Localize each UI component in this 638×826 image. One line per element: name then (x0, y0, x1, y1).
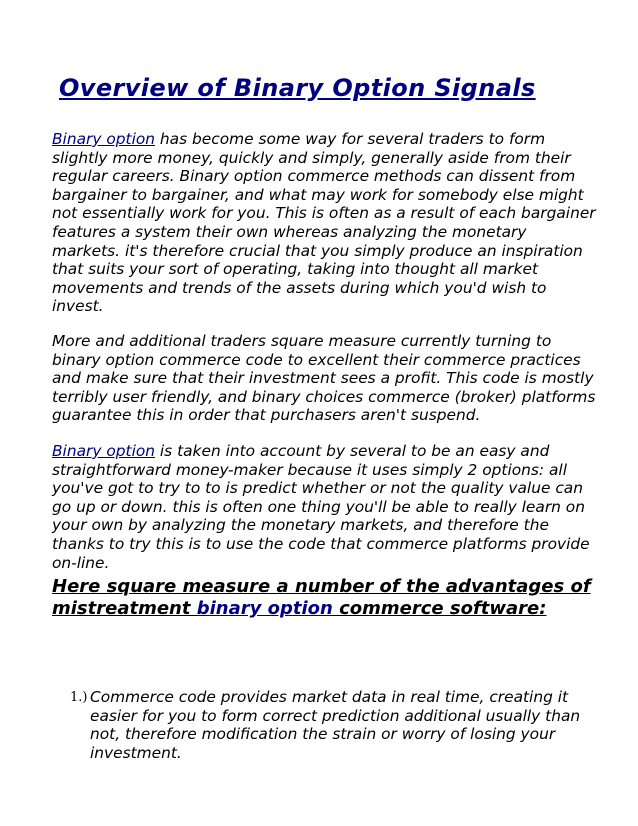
paragraph-easy-money (52, 442, 596, 572)
list-item-text: Commerce code provides market data in real time, creating it easier for you to form correct prediction additional usually than not, therefore modification the strain or worry of losing your investment. (90, 688, 581, 762)
advantages-list (52, 688, 602, 762)
paragraph-intro-text: has become some way for several traders to form slightly more money, quickly and simply, generally aside from their regular careers. Binary option commerce methods can dissent from bargainer to bargainer, and what may work for somebody else might not essentially work for you. This is often as a result of each bargainer features a system their own whereas analyzing the monetary markets. it's therefore crucial that you simply produce an inspiration that suits your sort of operating, taking into thought all market movements and trends of the assets during which you'd wish to invest. (52, 130, 596, 316)
paragraph-traders: More and additional traders square measure currently turning to binary option commerce code to excellent their commerce practices and make sure that their investment sees a profit. This code is mostly terribly user friendly, and binary choices commerce (broker) platforms guarantee this in order that purchasers aren't suspend. (52, 332, 596, 425)
advantages-heading-tail: commerce software: (332, 598, 547, 619)
list-item-number: 1.) (70, 690, 88, 705)
paragraph-easy-money-text: is taken into account by several to be an easy and straightforward money-maker because it uses simply 2 options: all you've got to try to to is predict whether or not the quality value can go up or down. this is often one thing you'll be able to really learn on your own by analyzing the monetary markets, and therefore the thanks to try this is to use the code that commerce platforms provide on-line. (52, 442, 590, 572)
list-item (52, 688, 602, 762)
binary-option-link[interactable]: binary option (196, 598, 333, 619)
advantages-heading (52, 576, 612, 620)
advantages-heading-text: Here square measure a number of the advantages of mistreatment (52, 576, 591, 619)
paragraph-intro (52, 130, 596, 316)
binary-option-link[interactable]: Binary option (52, 442, 156, 460)
document-title: Overview of Binary Option Signals (59, 74, 536, 102)
binary-option-link[interactable]: Binary option (52, 130, 156, 148)
